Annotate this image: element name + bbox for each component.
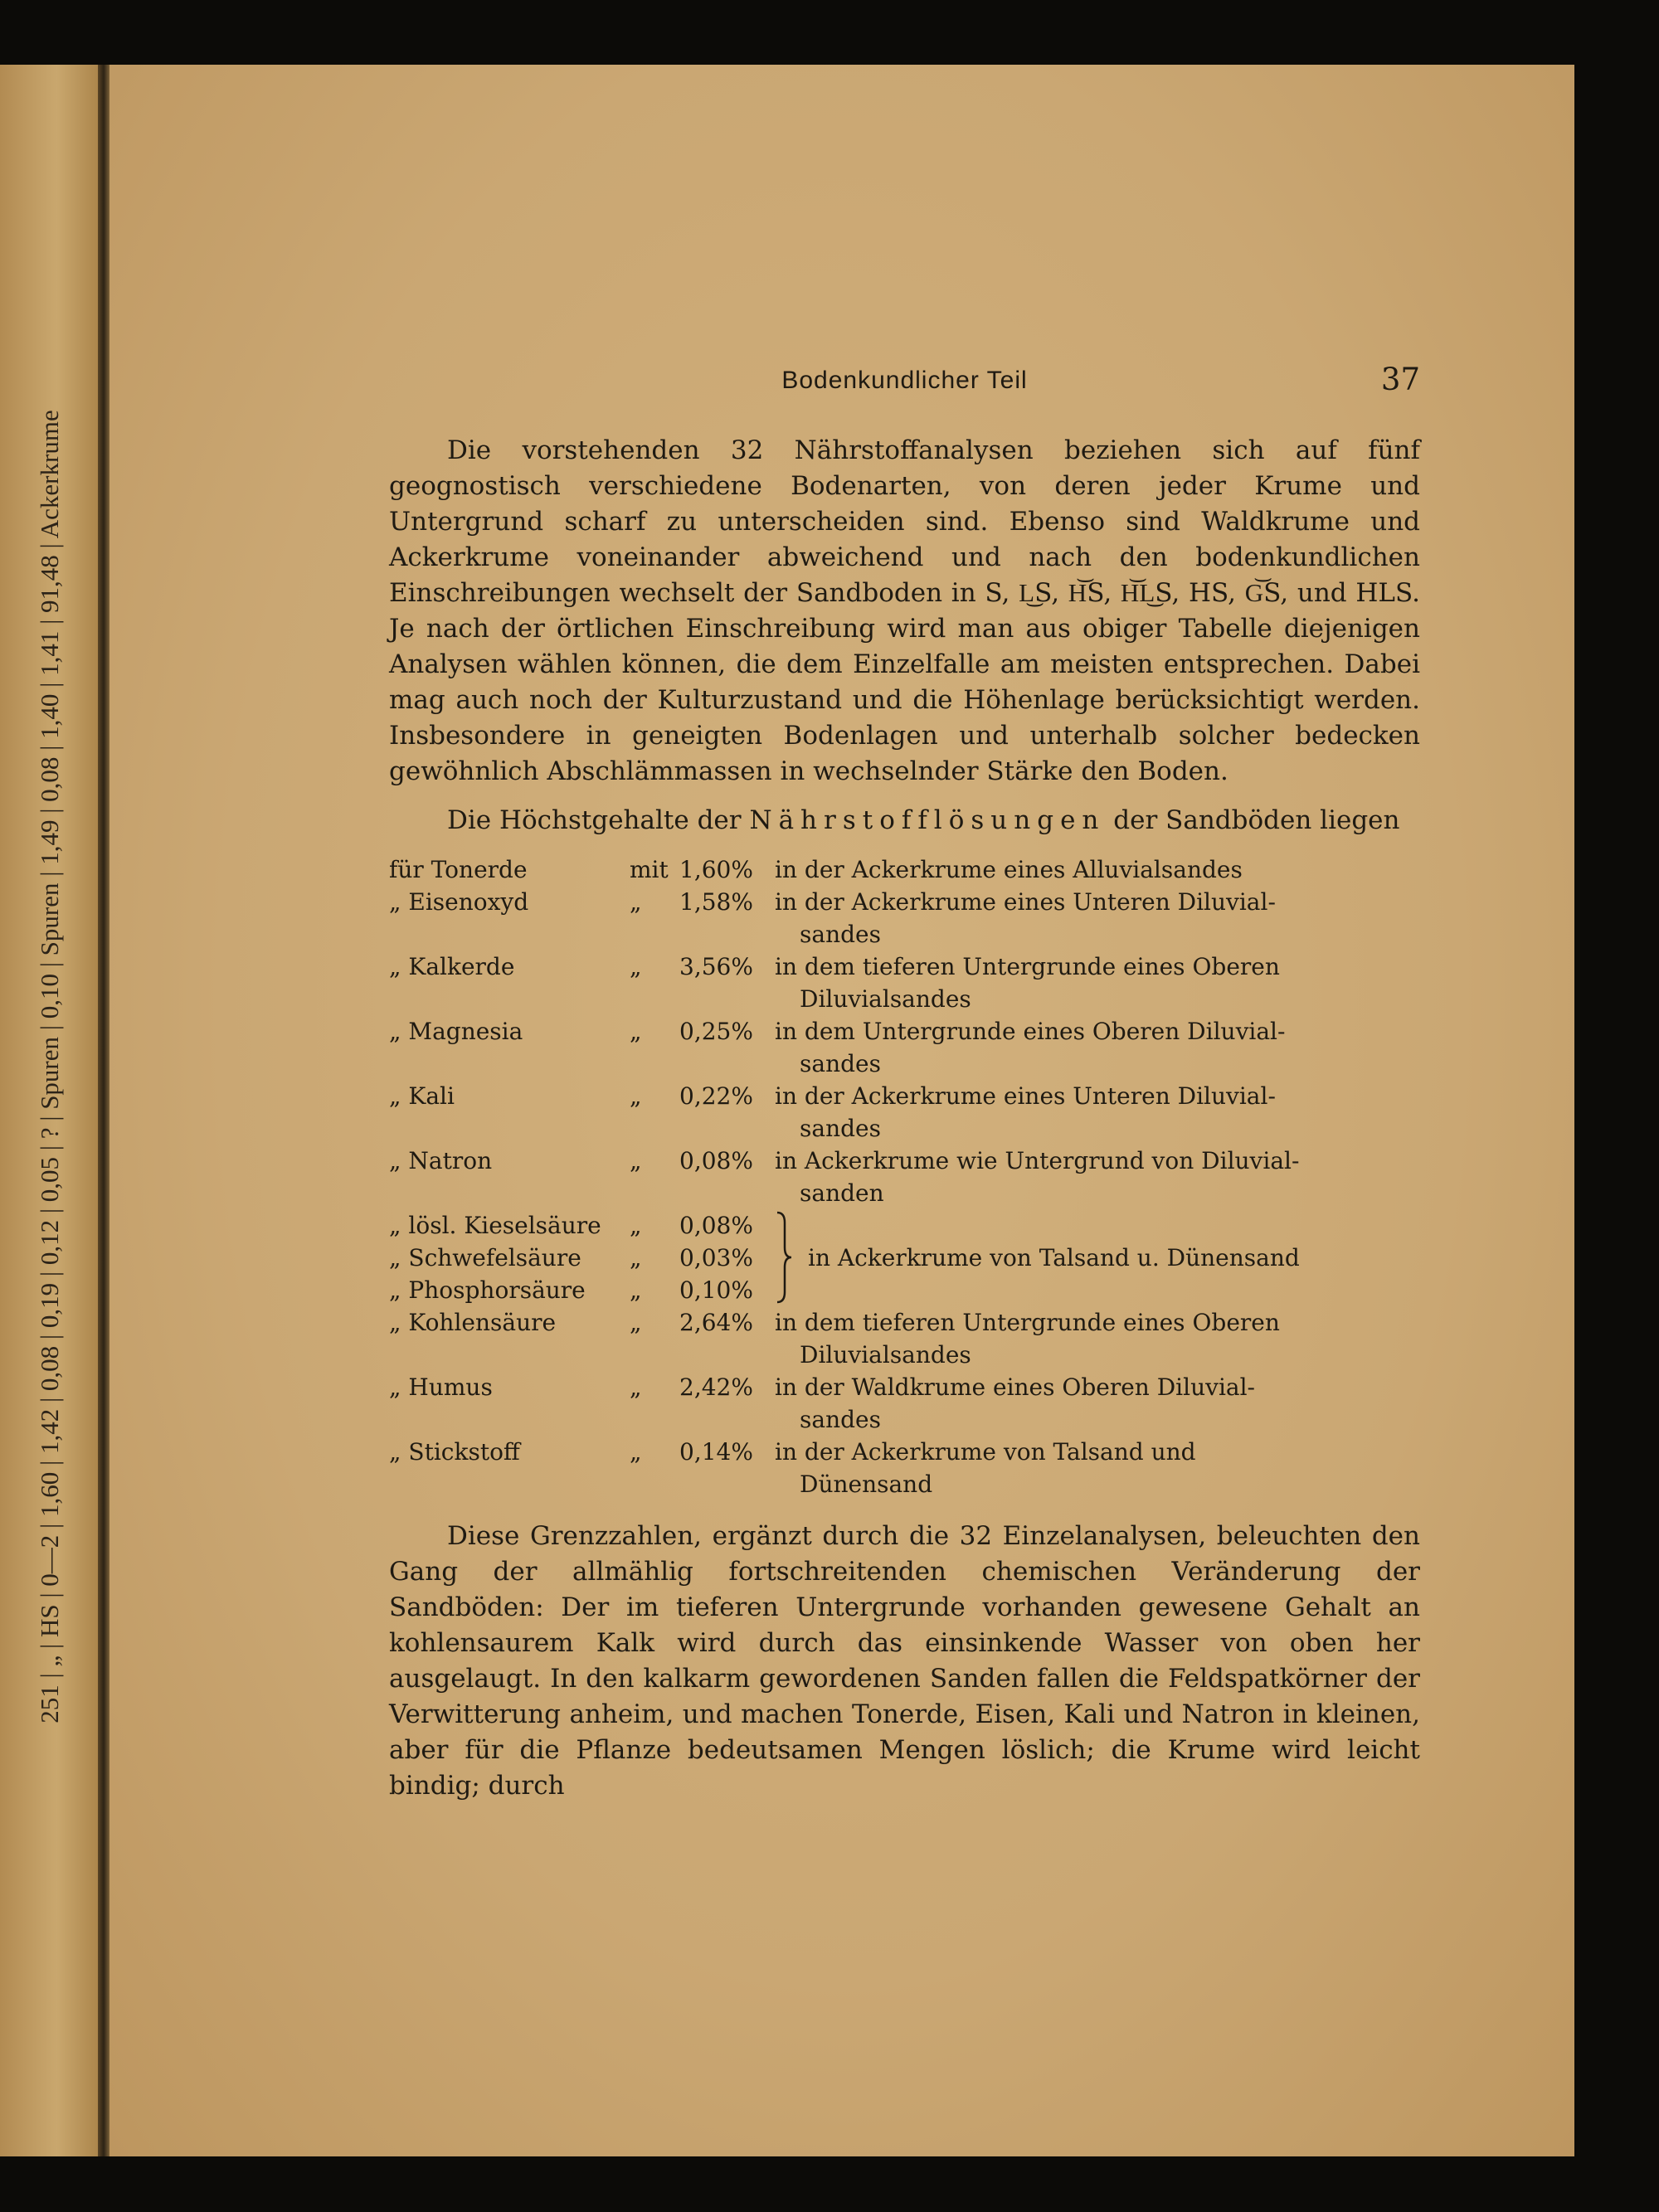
row-ditto: „ xyxy=(630,1373,642,1401)
row-label: „ Eisenoxyd xyxy=(389,888,529,916)
row-description-continuation: sanden xyxy=(800,1179,884,1207)
row-ditto: „ xyxy=(630,1309,642,1336)
row-description xyxy=(775,1371,1420,1436)
row-ditto: „ xyxy=(630,1147,642,1174)
intro-spaced: Nährstofflösungen xyxy=(749,805,1106,835)
row-label: „ Kali xyxy=(389,1082,455,1110)
row-description-continuation: sandes xyxy=(800,1050,881,1077)
row-description xyxy=(775,1145,1420,1209)
nutrient-table xyxy=(389,853,1420,1500)
row-ditto: „ xyxy=(630,1438,642,1466)
row-value: 1,58% xyxy=(679,888,753,916)
page-content xyxy=(389,307,1420,1804)
row-description-continuation: sandes xyxy=(800,921,881,948)
row-description xyxy=(775,853,1420,886)
row-value: 1,60% xyxy=(679,856,753,883)
row-value: 3,56% xyxy=(679,953,753,980)
table-row xyxy=(389,1145,1420,1209)
row-description-continuation: Diluvialsandes xyxy=(800,1341,971,1369)
row-description-continuation: sandes xyxy=(800,1115,881,1142)
row-description xyxy=(775,950,1420,1015)
row-description-line: in Ackerkrume wie Untergrund von Diluvial- xyxy=(775,1147,1300,1174)
row-ditto: „ xyxy=(630,1212,642,1239)
table-row xyxy=(389,950,1420,1015)
running-title: Bodenkundlicher Teil xyxy=(781,367,1028,394)
row-description-line: in dem tieferen Untergrunde eines Oberen xyxy=(775,1309,1280,1336)
table-row xyxy=(389,1436,1420,1500)
table-row xyxy=(389,1306,1420,1371)
facing-page-spine-text: 251 | „ | HS | 0—2 | 1,60 | 1,42 | 0,08 | 0,19 | 0,12 | 0,05 | ? | Spuren | 0,10 | Spuren | 1,49 | 0,08 | 1,40 | 1,41 | 91,48 | Ackerkrume xyxy=(35,410,64,1723)
row-description-line: in der Ackerkrume eines Alluvialsandes xyxy=(775,856,1243,883)
row-value: 0,10% xyxy=(679,1276,753,1304)
row-description-line: in der Ackerkrume von Talsand und xyxy=(775,1438,1196,1466)
row-label: „ lösl. Kieselsäure xyxy=(389,1212,601,1239)
table-row xyxy=(389,1274,775,1306)
row-description-continuation: Dünensand xyxy=(800,1471,933,1498)
row-ditto: mit xyxy=(630,856,669,883)
intro-paragraph xyxy=(389,803,1420,839)
row-description-line: in dem tieferen Untergrunde eines Oberen xyxy=(775,953,1280,980)
row-ditto: „ xyxy=(630,953,642,980)
table-row xyxy=(389,886,1420,950)
row-description xyxy=(775,1015,1420,1080)
row-description-line: in der Waldkrume eines Oberen Diluvial- xyxy=(775,1373,1256,1401)
row-label: „ Schwefelsäure xyxy=(389,1244,581,1271)
row-label: „ Natron xyxy=(389,1147,493,1174)
intro-after: der Sandböden liegen xyxy=(1113,805,1400,835)
row-label: „ Humus xyxy=(389,1373,493,1401)
row-label: „ Magnesia xyxy=(389,1018,523,1045)
row-value: 0,22% xyxy=(679,1082,753,1110)
row-ditto: „ xyxy=(630,1018,642,1045)
row-description xyxy=(775,886,1420,950)
page-number: 37 xyxy=(1380,362,1420,397)
intro-before: Die Höchstgehalte der xyxy=(447,805,742,835)
table-row xyxy=(389,1209,775,1242)
running-head xyxy=(389,362,1420,433)
book-page xyxy=(109,65,1574,2156)
row-label: „ Kalkerde xyxy=(389,953,515,980)
curly-brace xyxy=(775,1209,800,1306)
row-description xyxy=(775,1436,1420,1500)
row-value: 2,42% xyxy=(679,1373,753,1401)
row-ditto: „ xyxy=(630,1276,642,1304)
table-row xyxy=(389,1242,775,1274)
paragraph-1: Die vorstehenden 32 Nährstoffanalysen beziehen sich auf fünf geognostisch verschiedene Bodenarten, von deren jeder Krume und Untergrund scharf zu unterscheiden sind. Ebenso sind Waldkrume und Ackerkrume voneinander abweichend und nach den bodenkundlichen Einschreibungen wechselt der Sandboden in S, L͜S, H͝S, H͝L͜S, HS, G͝S, und HLS. Je nach der örtlichen Einschreibung wird man aus obiger Tabelle diejenigen Analysen wählen können, die dem Einzelfalle am meisten entsprechen. Dabei mag auch noch der Kulturzustand und die Höhenlage berücksichtigt werden. Insbesondere in geneigten Bodenlagen und unterhalb solcher bedecken gewöhnlich Abschlämmassen in wechselnder Stärke den Boden. xyxy=(389,435,1420,786)
row-label: „ Phosphorsäure xyxy=(389,1276,586,1304)
row-value: 0,08% xyxy=(679,1212,753,1239)
row-description-continuation: Diluvialsandes xyxy=(800,985,971,1013)
book-gutter xyxy=(98,65,109,2156)
row-description xyxy=(775,1306,1420,1371)
row-description-line: in der Ackerkrume eines Unteren Diluvial- xyxy=(775,888,1276,916)
row-value: 0,25% xyxy=(679,1018,753,1045)
row-description xyxy=(775,1080,1420,1145)
row-label: „ Kohlensäure xyxy=(389,1309,557,1336)
table-row xyxy=(389,1371,1420,1436)
row-description-line: in der Ackerkrume eines Unteren Diluvial- xyxy=(775,1082,1276,1110)
grouped-rows xyxy=(389,1209,1420,1306)
row-label: für Tonerde xyxy=(389,856,528,883)
row-value: 0,08% xyxy=(679,1147,753,1174)
row-label: „ Stickstoff xyxy=(389,1438,520,1466)
row-value: 0,03% xyxy=(679,1244,753,1271)
row-value: 2,64% xyxy=(679,1309,753,1336)
table-row xyxy=(389,1015,1420,1080)
paragraph-2: Diese Grenzzahlen, ergänzt durch die 32 Einzelanalysen, beleuchten den Gang der allmählig fortschreitenden chemischen Veränderung der Sandböden: Der im tieferen Untergrunde vorhanden gewesene Gehalt an kohlensaurem Kalk wird durch das einsinkende Wasser von oben her ausgelaugt. In den kalkarm gewordenen Sanden fallen die Feldspatkörner der Verwitterung anheim, und machen Tonerde, Eisen, Kali und Natron in kleinen, aber für die Pflanze bedeutsamen Mengen löslich; die Krume wird leicht bindig; durch xyxy=(389,1521,1420,1801)
row-value: 0,14% xyxy=(679,1438,753,1466)
table-row xyxy=(389,1080,1420,1145)
row-ditto: „ xyxy=(630,1082,642,1110)
row-ditto: „ xyxy=(630,1244,642,1271)
table-row xyxy=(389,853,1420,886)
group-description: in Ackerkrume von Talsand u. Dünensand xyxy=(808,1244,1300,1271)
facing-page xyxy=(0,65,103,2156)
row-ditto: „ xyxy=(630,888,642,916)
row-description-continuation: sandes xyxy=(800,1406,881,1433)
row-description-line: in dem Untergrunde eines Oberen Diluvial- xyxy=(775,1018,1286,1045)
